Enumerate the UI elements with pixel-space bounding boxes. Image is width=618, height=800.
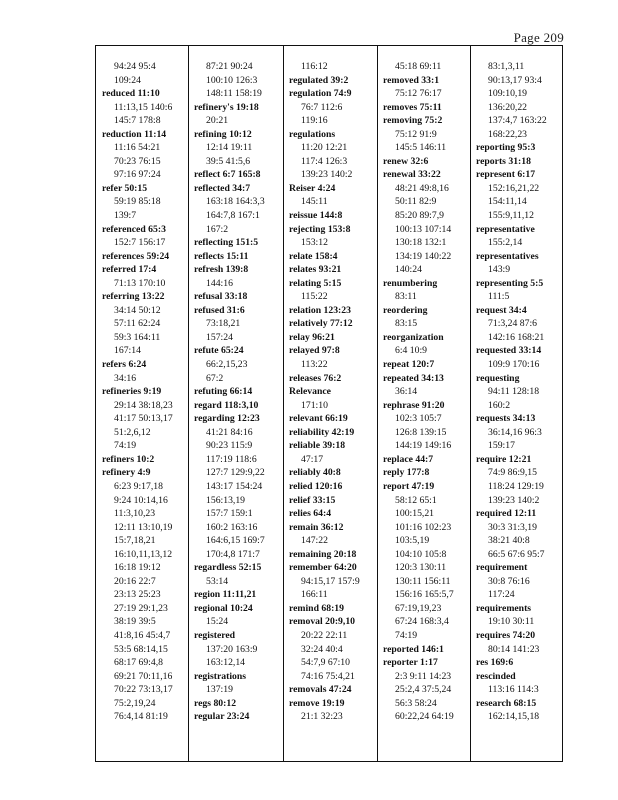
index-page-refs: 119:16 [301,115,328,127]
index-headword: request 34:4 [476,304,527,316]
index-headword: refining 10:12 [194,128,252,140]
index-page-refs: 66:5 67:6 95:7 [488,548,545,560]
index-headword: refute 65:24 [194,345,244,357]
index-page-refs: 109:24 [114,74,141,86]
index-headword: rephrase 91:20 [383,399,445,411]
index-headword: relatively 77:12 [289,318,353,330]
index-headword: remove 19:19 [289,697,345,709]
index-headword: requesting [476,372,520,384]
index-page-refs: 11:3,10,23 [114,508,156,520]
index-headword: relay 96:21 [289,331,335,343]
index-page-refs: 75:12 76:17 [395,88,442,100]
index-headword: required 12:11 [476,508,537,520]
index-page-refs: 20:21 [206,115,229,127]
index-page-refs: 100:15,21 [395,508,435,520]
index-page-refs: 74:19 [114,440,137,452]
index-page-refs: 126:8 139:15 [395,426,447,438]
index-page-refs: 143:9 [488,264,511,276]
index-page-refs: 11:16 54:21 [114,142,161,154]
index-page-refs: 157:7 159:1 [206,508,253,520]
index-headword: regard 118:3,10 [194,399,259,411]
index-page-refs: 74:16 75:4,21 [301,670,355,682]
index-page-refs: 36:14 [395,386,418,398]
index-page-refs: 156:16 165:5,7 [395,589,454,601]
index-table [95,45,563,762]
index-page-refs: 80:14 141:23 [488,643,540,655]
index-headword: referenced 65:3 [102,223,166,235]
index-page-refs: 139:23 140:2 [301,169,353,181]
index-page-refs: 155:9,11,12 [488,210,534,222]
index-column-4 [377,46,470,761]
index-page-refs: 41:21 84:16 [206,426,253,438]
index-page-refs: 113:22 [301,359,328,371]
index-headword: reliably 40:8 [289,467,341,479]
index-headword: registered [194,629,236,641]
index-page-refs: 117:19 118:6 [206,453,257,465]
index-page-refs: 171:10 [301,399,328,411]
index-headword: reply 177:8 [383,467,430,479]
index-column-1 [96,46,188,761]
index-page-refs: 16:10,11,13,12 [114,548,173,560]
index-headword: refresh 139:8 [194,264,249,276]
index-page-refs: 140:24 [395,264,422,276]
index-headword: regulated 39:2 [289,74,349,86]
index-headword: requirement [476,562,528,574]
index-page-refs: 74:19 [395,629,418,641]
index-page-refs: 83:11 [395,291,417,303]
index-page-refs: 34:14 50:12 [114,304,161,316]
index-page-refs: 53:14 [206,575,229,587]
index-headword: reissue 144:8 [289,210,343,222]
index-page-refs: 100:10 126:3 [206,74,258,86]
index-headword: regular 23:24 [194,711,250,723]
index-page-refs: 139:23 140:2 [488,494,540,506]
index-page-refs: 113:16 114:3 [488,684,539,696]
index-page-refs: 109:9 170:16 [488,359,540,371]
index-headword: reports 31:18 [476,155,531,167]
index-page-refs: 41:17 50:13,17 [114,413,173,425]
index-headword: relating 5:15 [289,277,342,289]
index-page-refs: 156:13,19 [206,494,246,506]
index-page-refs: 137:20 163:9 [206,643,258,655]
index-headword: removing 75:2 [383,115,443,127]
page-number: Page 209 [513,30,564,45]
index-page-refs: 59:19 85:18 [114,196,161,208]
index-headword: regional 10:24 [194,602,253,614]
index-headword: removals 47:24 [289,684,352,696]
index-page-refs: 54:7,9 67:10 [301,657,350,669]
index-page-refs: 94:11 128:18 [488,386,540,398]
index-page-refs: 25:2,4 37:5,24 [395,684,452,696]
index-headword: refiners 10:2 [102,453,155,465]
index-headword: references 59:24 [102,250,170,262]
index-page-refs: 162:14,15,18 [488,711,540,723]
index-headword: rescinded [476,670,516,682]
index-page-refs: 163:12,14 [206,657,246,669]
index-page-refs: 30:3 31:3,19 [488,521,537,533]
index-page-refs: 152:7 156:17 [114,237,166,249]
index-headword: remember 64:20 [289,562,357,574]
index-headword: rejecting 153:8 [289,223,351,235]
index-page-refs: 9:24 10:14,16 [114,494,168,506]
index-page-refs: 163:18 164:3,3 [206,196,265,208]
index-column-5 [470,46,564,761]
index-page-refs: 166:11 [301,589,328,601]
index-page-refs: 164:7,8 167:1 [206,210,260,222]
index-page-refs: 76:4,14 81:19 [114,711,168,723]
index-headword: requested 33:14 [476,345,542,357]
index-page-refs: 71:3,24 87:6 [488,318,537,330]
index-page-refs: 23:13 25:23 [114,589,161,601]
index-page-refs: 152:16,21,22 [488,182,540,194]
index-headword: Relevance [289,386,331,398]
index-page-refs: 45:18 69:11 [395,61,442,72]
index-page-refs: 15:24 [206,616,229,628]
index-page-refs: 94:15,17 157:9 [301,575,360,587]
index-page-refs: 130:18 132:1 [395,237,447,249]
index-headword: refinery 4:9 [102,467,151,479]
index-page-refs: 147:22 [301,535,328,547]
index-headword: research 68:15 [476,697,537,709]
index-page-refs: 70:22 73:13,17 [114,684,173,696]
index-page-refs: 67:19,19,23 [395,602,442,614]
index-headword: reliable 39:18 [289,440,346,452]
index-headword: regulation 74:9 [289,88,352,100]
index-page-refs: 100:13 107:14 [395,223,452,235]
index-headword: represent 6:17 [476,169,536,181]
index-page-refs: 85:20 89:7,9 [395,210,444,222]
index-page-refs: 134:19 140:22 [395,250,452,262]
index-headword: replace 44:7 [383,453,434,465]
index-page-refs: 87:21 90:24 [206,61,253,72]
index-page-refs: 102:3 105:7 [395,413,442,425]
index-page-refs: 115:22 [301,291,328,303]
index-headword: reported 146:1 [383,643,444,655]
index-page-refs: 36:14,16 96:3 [488,426,542,438]
index-page-refs: 144:19 149:16 [395,440,452,452]
index-page-refs: 68:17 69:4,8 [114,657,163,669]
index-page-refs: 83:1,3,11 [488,61,525,72]
index-column-2 [188,46,283,761]
index-page-refs: 67:24 168:3,4 [395,616,449,628]
index-page-refs: 127:7 129:9,22 [206,467,265,479]
index-page-refs: 145:11 [301,196,328,208]
index-headword: relates 93:21 [289,264,342,276]
index-headword: requests 34:13 [476,413,536,425]
index-page-refs: 56:3 58:24 [395,697,437,709]
index-headword: reflect 6:7 165:8 [194,169,261,181]
index-headword: repeat 120:7 [383,359,435,371]
index-headword: refusal 33:18 [194,291,248,303]
index-page-refs: 97:16 97:24 [114,169,161,181]
index-page-refs: 164:6,15 169:7 [206,535,265,547]
index-page-refs: 74:9 86:9,15 [488,467,537,479]
index-headword: reflected 34:7 [194,182,251,194]
index-page-refs: 67:2 [206,372,224,384]
index-page-refs: 90:13,17 93:4 [488,74,542,86]
index-page-refs: 116:12 [301,61,328,72]
index-page-refs: 38:21 40:8 [488,535,530,547]
index-headword: regarding 12:23 [194,413,260,425]
index-page-refs: 148:11 158:19 [206,88,262,100]
index-page-refs: 153:12 [301,237,328,249]
index-headword: reporter 1:17 [383,657,438,669]
index-headword: refinery's 19:18 [194,101,259,113]
index-headword: remind 68:19 [289,602,344,614]
index-headword: reliability 42:19 [289,426,355,438]
index-page-refs: 20:16 22:7 [114,575,156,587]
index-headword: res 169:6 [476,657,514,669]
index-headword: representative [476,223,535,235]
index-page-refs: 50:11 82:9 [395,196,437,208]
index-headword: referring 13:22 [102,291,165,303]
index-headword: renew 32:6 [383,155,429,167]
index-headword: removed 33:1 [383,74,440,86]
index-page-refs: 32:24 40:4 [301,643,343,655]
index-headword: reduced 11:10 [102,88,160,100]
index-headword: regs 80:12 [194,697,237,709]
index-page-refs: 47:17 [301,453,324,465]
index-page-refs: 117:24 [488,589,515,601]
index-page-refs: 2:3 9:11 14:23 [395,670,452,682]
index-headword: repeated 34:13 [383,372,444,384]
index-headword: representing 5:5 [476,277,544,289]
index-headword: relied 120:16 [289,480,343,492]
index-page-refs: 137:4,7 163:22 [488,115,547,127]
index-page-refs: 101:16 102:23 [395,521,452,533]
index-page-refs: 145:5 146:11 [395,142,447,154]
index-page-refs: 120:3 130:11 [395,562,447,574]
index-headword: registrations [194,670,247,682]
index-headword: refuting 66:14 [194,386,253,398]
index-page-refs: 71:13 170:10 [114,277,166,289]
index-headword: relate 158:4 [289,250,338,262]
index-page-refs: 155:2,14 [488,237,523,249]
index-page-refs: 6:23 9:17,18 [114,480,163,492]
index-headword: regardless 52:15 [194,562,262,574]
index-page-refs: 21:1 32:23 [301,711,343,723]
index-page-refs: 73:18,21 [206,318,241,330]
index-headword: requirements [476,602,532,614]
index-headword: reflecting 151:5 [194,237,259,249]
index-headword: relies 64:4 [289,508,332,520]
index-page-refs: 111:5 [488,291,510,303]
index-page-refs: 41:8,16 45:4,7 [114,629,171,641]
index-page-refs: 57:11 62:24 [114,318,161,330]
index-headword: require 12:21 [476,453,532,465]
index-headword: reflects 15:11 [194,250,249,262]
index-page-refs: 53:5 68:14,15 [114,643,168,655]
index-page-refs: 11:20 12:21 [301,142,348,154]
index-headword: reporting 95:3 [476,142,536,154]
index-page-refs: 66:2,15,23 [206,359,248,371]
index-page-refs: 83:15 [395,318,418,330]
index-page-refs: 142:16 168:21 [488,331,545,343]
index-headword: renewal 33:22 [383,169,441,181]
index-page-refs: 12:11 13:10,19 [114,521,173,533]
index-headword: renumbering [383,277,438,289]
index-headword: referred 17:4 [102,264,157,276]
index-headword: report 47:19 [383,480,435,492]
index-page-refs: 109:10,19 [488,88,528,100]
index-page-refs: 145:7 178:8 [114,115,161,127]
index-page-refs: 160:2 163:16 [206,521,258,533]
index-headword: refers 6:24 [102,359,147,371]
index-headword: refer 50:15 [102,182,148,194]
index-page-refs: 19:10 30:11 [488,616,535,628]
index-page-refs: 75:2,19,24 [114,697,156,709]
index-page-refs: 16:18 19:12 [114,562,161,574]
index-page-refs: 38:19 39:5 [114,616,156,628]
index-page-refs: 58:12 65:1 [395,494,437,506]
index-page-refs: 11:13,15 140:6 [114,101,173,113]
index-page-refs: 167:14 [114,345,141,357]
index-page-refs: 130:11 156:11 [395,575,451,587]
index-page-refs: 94:24 95:4 [114,61,156,72]
index-page-refs: 136:20,22 [488,101,528,113]
index-page-refs: 12:14 19:11 [206,142,253,154]
index-page-refs: 48:21 49:8,16 [395,182,449,194]
index-page-refs: 75:12 91:9 [395,128,437,140]
index-page-refs: 167:2 [206,223,229,235]
index-page-refs: 69:21 70:11,16 [114,670,173,682]
index-page-refs: 103:5,19 [395,535,430,547]
index-page-refs: 70:23 76:15 [114,155,161,167]
index-page-refs: 160:2 [488,399,511,411]
index-page-refs: 59:3 164:11 [114,331,161,343]
index-headword: Reiser 4:24 [289,182,336,194]
index-page-refs: 29:14 38:18,23 [114,399,173,411]
index-headword: reordering [383,304,428,316]
index-page-refs: 20:22 22:11 [301,629,348,641]
index-headword: relation 123:23 [289,304,351,316]
index-page-refs: 139:7 [114,210,137,222]
index-headword: requires 74:20 [476,629,536,641]
index-headword: representatives [476,250,539,262]
index-headword: removal 20:9,10 [289,616,356,628]
index-headword: remaining 20:18 [289,548,357,560]
index-page-refs: 117:4 126:3 [301,155,348,167]
index-headword: reduction 11:14 [102,128,167,140]
index-page-refs: 90:23 115:9 [206,440,253,452]
index-page-refs: 6:4 10:9 [395,345,428,357]
index-page-refs: 159:17 [488,440,515,452]
index-headword: refused 31:6 [194,304,245,316]
index-page-refs: 34:16 [114,372,137,384]
index-page-refs: 39:5 41:5,6 [206,155,251,167]
index-page-refs: 51:2,6,12 [114,426,151,438]
index-headword: remain 36:12 [289,521,344,533]
index-page-refs: 170:4,8 171:7 [206,548,260,560]
index-headword: reorganization [383,331,444,343]
index-column-3 [283,46,377,761]
index-page-refs: 168:22,23 [488,128,528,140]
index-headword: refineries 9:19 [102,386,162,398]
index-page-refs: 118:24 129:19 [488,480,544,492]
index-headword: releases 76:2 [289,372,342,384]
index-page-refs: 144:16 [206,277,233,289]
index-page-refs: 76:7 112:6 [301,101,343,113]
index-headword: relayed 97:8 [289,345,340,357]
index-page-refs: 137:19 [206,684,233,696]
index-page-refs: 154:11,14 [488,196,527,208]
index-headword: region 11:11,21 [194,589,257,601]
index-page-refs: 104:10 105:8 [395,548,447,560]
index-page-refs: 60:22,24 64:19 [395,711,454,723]
index-page-refs: 30:8 76:16 [488,575,530,587]
index-headword: relevant 66:19 [289,413,348,425]
index-headword: regulations [289,128,336,140]
index-headword: relief 33:15 [289,494,336,506]
index-page-refs: 143:17 154:24 [206,480,263,492]
index-page-refs: 27:19 29:1,23 [114,602,168,614]
index-headword: removes 75:11 [383,101,442,113]
index-page-refs: 15:7,18,21 [114,535,156,547]
index-page-refs: 157:24 [206,331,233,343]
